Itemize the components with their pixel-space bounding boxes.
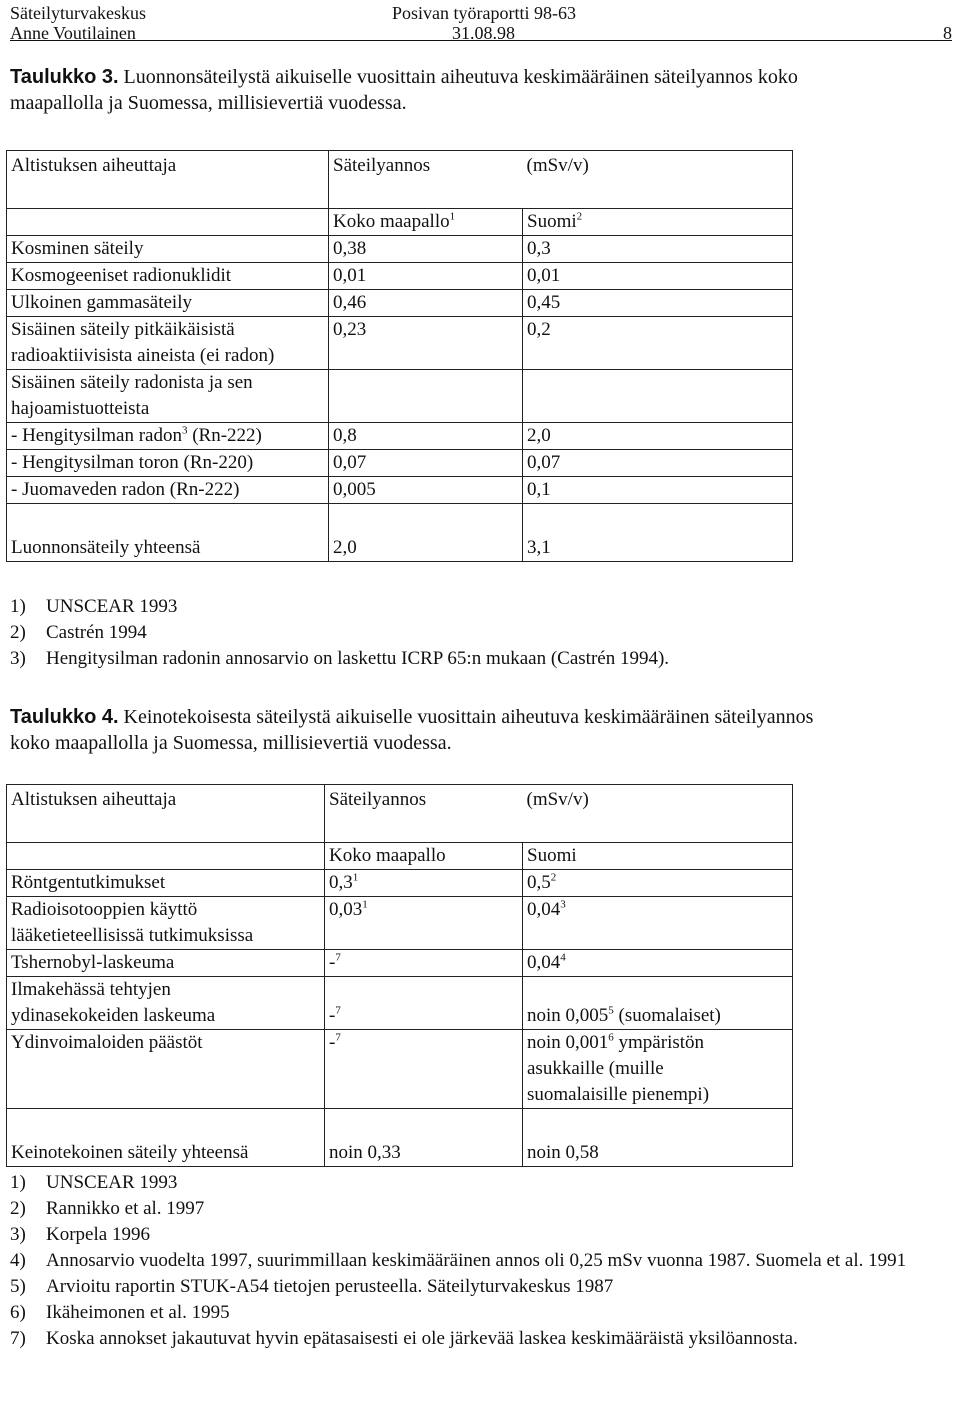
table3-notes [10,594,930,672]
table4-col-cause: Altistuksen aiheuttaja [7,785,325,843]
table3-col-cause: Altistuksen aiheuttaja [7,151,329,209]
footnote: 7) Koska annokset jakautuvat hyvin epätasaisesti ei ole järkevää laskea keskimääräistä yksilöannosta. [10,1328,798,1349]
header-report: Posivan työraportti 98-63 [392,3,576,23]
header-author: Anne Voutilainen [10,23,136,43]
header-org: Säteilyturvakeskus [10,3,146,23]
table3-col-unit: (mSv/v) [523,151,793,209]
table-row: Radioisotooppien käyttö lääketieteellisissä tutkimuksissa 0,03$^1$ 0,04$^3$ [7,897,793,950]
footnote: 5) Arvioitu raportin STUK-A54 tietojen perusteella. Säteilyturvakeskus 1987 [10,1276,614,1297]
table3-caption-text: Luonnonsäteilystä aikuiselle vuosittain aiheutuva keskimääräinen säteilyannos koko maapallolla ja Suomessa, millisievertiä vuodessa. [10,66,798,114]
footnote: 4) Annosarvio vuodelta 1997, suurimmillaan keskimääräinen annos oli 0,25 mSv vuonna 1987. Suomela et al. 1991 [10,1250,907,1271]
footnote: 6) Ikäheimonen et al. 1995 [10,1302,230,1323]
table4-col-world: Koko maapallo [325,843,523,870]
table4-col-dose: Säteilyannos [325,785,523,843]
footnote: 3) Korpela 1996 [10,1224,150,1245]
table4-col-unit: (mSv/v) [523,785,793,843]
table4-subheader-row [7,843,793,870]
footnote: 2) Castrén 1994 [10,622,147,643]
table-row: Ulkoinen gammasäteily 0,46 0,45 [7,290,793,317]
table4-notes [10,1170,930,1352]
header-date: 31.08.98 [452,23,515,43]
table3-col-fin: Suomi$^2$ [523,209,793,236]
table-row: - Hengitysilman radon$^3$ (Rn-222) 0,8 2,0 [7,423,793,450]
footnote: 3) Hengitysilman radonin annosarvio on laskettu ICRP 65:n mukaan (Castrén 1994). [10,648,670,669]
table-row: Ilmakehässä tehtyjen ydinasekokeiden laskeuma -$^7$ noin 0,005$^5$ (suomalaiset) [7,977,793,1030]
table-row: Röntgentutkimukset $0,3^1$ $0,5^2$ [7,870,793,897]
table-row: - Hengitysilman toron (Rn-220) 0,07 0,07 [7,450,793,477]
table3-caption-label: Taulukko 3. [10,66,119,88]
table3-header-row [7,151,793,209]
table-row: Kosminen säteily 0,38 0,3 [7,236,793,263]
table3-total-row: Luonnonsäteily yhteensä 2,0 3,1 [7,504,793,562]
table-row: Kosmogeeniset radionuklidit 0,01 0,01 [7,263,793,290]
table-row: Sisäinen säteily radonista ja sen hajoamistuotteista [7,370,793,423]
footnote: 1) UNSCEAR 1993 [10,1172,178,1193]
table-row: Tshernobyl-laskeuma -$^7$ 0,04$^4$ [7,950,793,977]
table-row: - Juomaveden radon (Rn-222) 0,005 0,1 [7,477,793,504]
header-page-number: 8 [943,23,952,43]
footnote: 2) Rannikko et al. 1997 [10,1198,205,1219]
table-row: Sisäinen säteily pitkäikäisistä radioaktiivisista aineista (ei radon) 0,23 0,2 [7,317,793,370]
table4-caption-label: Taulukko 4. [10,706,119,728]
header-left [10,3,146,43]
table3-col-dose: Säteilyannos [329,151,523,209]
table4-col-fin: Suomi [523,843,793,870]
table4-caption [10,704,840,756]
header-center [392,3,576,43]
header-rule [10,40,952,41]
table3-col-world: Koko maapallo$^1$ [329,209,523,236]
footnote: 1) UNSCEAR 1993 [10,596,178,617]
table3-caption [10,64,840,116]
table3 [6,150,793,562]
table3-subheader-row [7,209,793,236]
table4-caption-text: Keinotekoisesta säteilystä aikuiselle vuosittain aiheutuva keskimääräinen säteilyannos koko maapallolla ja Suomessa, millisievertiä vuodessa. [10,706,814,754]
table4 [6,784,793,1167]
table-row: Ydinvoimaloiden päästöt -$^7$ noin 0,001$^6$ ympäristön asukkaille (muille suomalaisille pienempi) [7,1030,793,1109]
table4-header-row [7,785,793,843]
table4-total-row: Keinotekoinen säteily yhteensä noin 0,33 noin 0,58 [7,1109,793,1167]
